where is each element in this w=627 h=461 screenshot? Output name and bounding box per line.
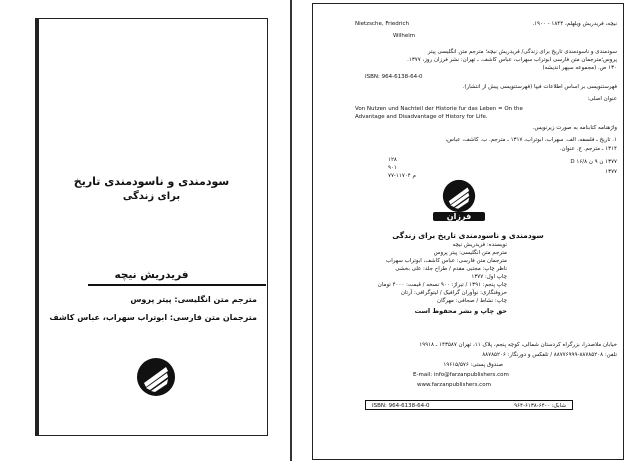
right-page — [312, 3, 624, 460]
cip-fipa: فهرستنویسی بر اساس اطلاعات فیپا (فهرستنویسی پیش از انتشار). — [462, 84, 617, 90]
isbn-box-persian: شابک: ۰-۶۴-۶۱۳۸-۹۶۴ — [514, 403, 566, 409]
left-author: فریدریش نیچه — [114, 269, 189, 281]
credit-2: مترجم متن انگلیسی: پیتر پروس — [433, 250, 507, 256]
left-translator-fa: مترجمان متن فارسی: ابوتراب سهراب، عباس کاشف — [49, 313, 257, 322]
credit-5: چاپ اول: ۱۳۷۷ — [471, 274, 507, 280]
left-subtitle: برای زندگی — [122, 191, 181, 202]
address-web: www.farzanpublishers.com — [417, 382, 491, 388]
class-right-1: ۱۳۷۷ ن ۹ ن D ۱۶/۸ — [570, 159, 617, 165]
left-page — [35, 18, 268, 436]
address-email: E-mail: info@farzanpublishers.com — [413, 372, 509, 378]
address-3: صندوق پستی: ۱۹۶۱۵/۵۷۶ — [443, 362, 503, 368]
cip-line-1: نیچه، فریدریش ویلهلم، ۱۸۴۴ - ۱۹۰۰. — [532, 21, 617, 27]
isbn-box — [365, 400, 573, 410]
address-1: خیابان ملاصدرا، بزرگراه کردستان شمالی، کوچه پنجم، پلاک ۱۱، تهران ۱۴۳۵۸۷ ـ ۱۹۹۱۸ — [419, 342, 617, 348]
address-2: تلفن: ۸۸۷۸۵۲۰۸-۸۸۷۷۶۹۹۹ / تلفکس و دورنگار: ۸۸۷۸۵۲۰۶ — [482, 352, 617, 358]
original-title-2: Advantage and Disadvantage of History for Life. — [355, 114, 488, 120]
cip-latin-name: Nietzsche, Friedrich — [355, 21, 410, 27]
cip-line-4: ۱۳۰ ص. (مجموعه سپهر اندیشه) — [542, 65, 617, 71]
credit-6: چاپ پنجم: ۱۳۹۱ / تیراژ: ۹۰۰ نسخه / قیمت: ۴۰۰۰ تومان — [377, 282, 507, 288]
credit-1: نویسنده: فریدریش نیچه — [452, 242, 507, 248]
subjects-line: ۱. تاریخ ـ فلسفه. الف. سهراب، ابوتراب، ۱۳۱۷ ـ مترجم. ب. کاشف، عباس، — [445, 137, 617, 143]
cip-isbn: ISBN: 964-6138-64-0 — [365, 74, 423, 80]
publisher-logo-icon — [136, 357, 176, 397]
original-title-label: عنوان اصلی: — [587, 96, 617, 102]
credit-8: چاپ: نشاط / صحافی: مهرگان — [437, 298, 507, 304]
class-right-2: ۱۳۷۷ — [605, 169, 617, 175]
divider-rule — [88, 284, 266, 286]
book-title: سودمندی و ناسودمندی تاریخ برای زندگی — [392, 231, 544, 240]
publisher-logo-icon — [442, 179, 476, 213]
left-translator-en: مترجم متن انگلیسی: پیتر پروس — [130, 295, 257, 304]
isbn-box-latin: ISBN: 964-6138-64-0 — [372, 403, 430, 409]
class-left-2: ۹۰۱ — [388, 165, 397, 171]
left-title: سودمندی و ناسودمندی تاریخ — [73, 175, 230, 188]
credit-3: مترجمان متن فارسی: عباس کاشف، ابوتراب سهراب — [386, 258, 507, 264]
subjects-line-2: ۱۳۱۴ ـ مترجم. ج. عنوان. — [559, 146, 617, 152]
publisher-logo-text: فرزان — [433, 212, 485, 221]
class-num: م ۱۱۷۰۴-۷۷ — [388, 173, 416, 179]
class-left-1: ۱۲۸ — [388, 157, 397, 163]
cip-line-2: سودمندی و ناسودمندی تاریخ برای زندگی/ فریدریش نیچه؛ مترجم متن انگلیسی پیتر — [427, 49, 617, 55]
rights-notice: حق چاپ و نشر محفوظ است — [414, 307, 507, 315]
credit-4: ناظر چاپ: مجتبی مقدم / طراح جلد: علی بخشی — [395, 266, 507, 272]
library-note: واژهنامه کتابنامه به صورت زیرنویس. — [532, 125, 617, 131]
credit-7: حروفنگاری: نوآوران گرافیک / لیتوگرافی: آرتان — [400, 290, 507, 296]
original-title: Von Nutzen und Nachteil der Historie fur das Leben = On the — [355, 106, 523, 112]
book-spine — [290, 0, 292, 461]
cip-latin-wilhelm: Wilhelm — [393, 33, 416, 39]
cip-line-3: پروس؛مترجمان متن فارسی ابوتراب سهراب، عباس کاشف. ـ تهران: نشر فرزان روز، ۱۳۷۷. — [407, 57, 617, 63]
